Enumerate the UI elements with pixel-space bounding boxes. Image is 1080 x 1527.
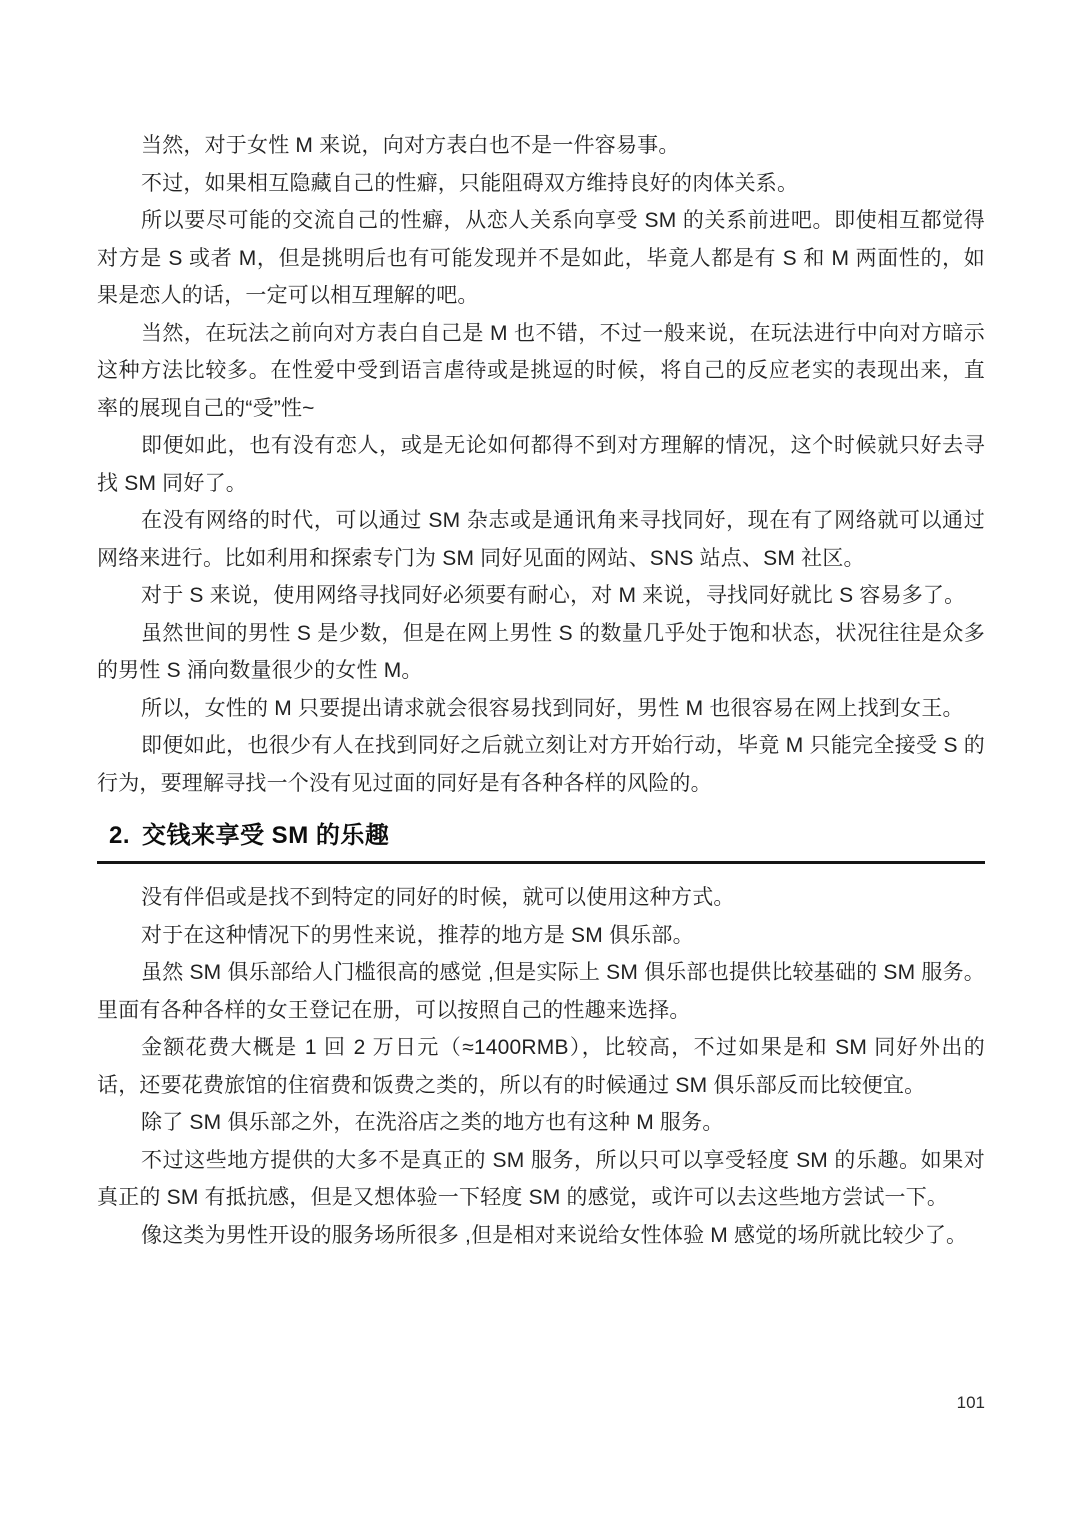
paragraph: 金额花费大概是 1 回 2 万日元（≈1400RMB），比较高，不过如果是和 SM 同好外出的话，还要花费旅馆的住宿费和饭费之类的，所以有的时候通过 SM 俱乐部反而比较便宜。: [97, 1036, 985, 1097]
paragraph: 虽然世间的男性 S 是少数，但是在网上男性 S 的数量几乎处于饱和状态，状况往往是众多的男性 S 涌向数量很少的女性 M。: [97, 621, 985, 682]
paragraph: 所以要尽可能的交流自己的性癖，从恋人关系向享受 SM 的关系前进吧。即使相互都觉得对方是 S 或者 M，但是挑明后也有可能发现并不是如此，毕竟人都是有 S 和 M 两面性的，如果是恋人的话，一定可以相互理解的吧。: [97, 209, 985, 307]
section-heading-number: 2.: [109, 822, 131, 849]
paragraph: 像这类为男性开设的服务场所很多 ,但是相对来说给女性体验 M 感觉的场所就比较少了。: [141, 1223, 968, 1247]
paragraph: 对于 S 来说，使用网络寻找同好必须要有耐心，对 M 来说，寻找同好就比 S 容易多了。: [141, 584, 966, 607]
paragraph: 不过这些地方提供的大多不是真正的 SM 服务，所以只可以享受轻度 SM 的乐趣。如果对真正的 SM 有抵抗感，但是又想体验一下轻度 SM 的感觉，或许可以去这些地方尝试一下。: [97, 1148, 985, 1209]
paragraph: 当然，对于女性 M 来说，向对方表白也不是一件容易事。: [141, 134, 680, 157]
paragraph: 不过，如果相互隐藏自己的性癖，只能阻碍双方维持良好的肉体关系。: [141, 171, 799, 195]
page-number: 101: [956, 1393, 985, 1412]
paragraph: 即便如此，也很少有人在找到同好之后就立刻让对方开始行动，毕竟 M 只能完全接受 S 的行为，要理解寻找一个没有见过面的同好是有各种各样的风险的。: [97, 734, 985, 795]
paragraph: 除了 SM 俱乐部之外，在洗浴店之类的地方也有这种 M 服务。: [141, 1111, 724, 1134]
paragraph: 在没有网络的时代，可以通过 SM 杂志或是通讯角来寻找同好，现在有了网络就可以通过网络来进行。比如利用和探索专门为 SM 同好见面的网站、SNS 站点、SM 社区。: [97, 509, 985, 570]
paragraph: 虽然 SM 俱乐部给人门槛很高的感觉 ,但是实际上 SM 俱乐部也提供比较基础的 SM 服务。里面有各种各样的女王登记在册，可以按照自己的性趣来选择。: [97, 961, 985, 1022]
paragraph: 没有伴侣或是找不到特定的同好的时候，就可以使用这种方式。: [141, 886, 735, 909]
paragraph: 对于在这种情况下的男性来说，推荐的地方是 SM 俱乐部。: [141, 923, 694, 947]
paragraph: 当然，在玩法之前向对方表白自己是 M 也不错，不过一般来说，在玩法进行中向对方暗示这种方法比较多。在性爱中受到语言虐待或是挑逗的时候，将自己的反应老实的表现出来，直率的展现自己的“受”性~: [97, 321, 985, 420]
document-content: [97, 127, 985, 1254]
paragraph: 所以，女性的 M 只要提出请求就会很容易找到同好，男性 M 也很容易在网上找到女王。: [141, 696, 964, 720]
section-heading: [97, 820, 985, 864]
section-heading-title: 交钱来享受 SM 的乐趣: [142, 822, 390, 849]
paragraph: 即便如此，也有没有恋人，或是无论如何都得不到对方理解的情况，这个时候就只好去寻找 SM 同好了。: [97, 434, 985, 495]
section-heading-text: [109, 820, 985, 852]
